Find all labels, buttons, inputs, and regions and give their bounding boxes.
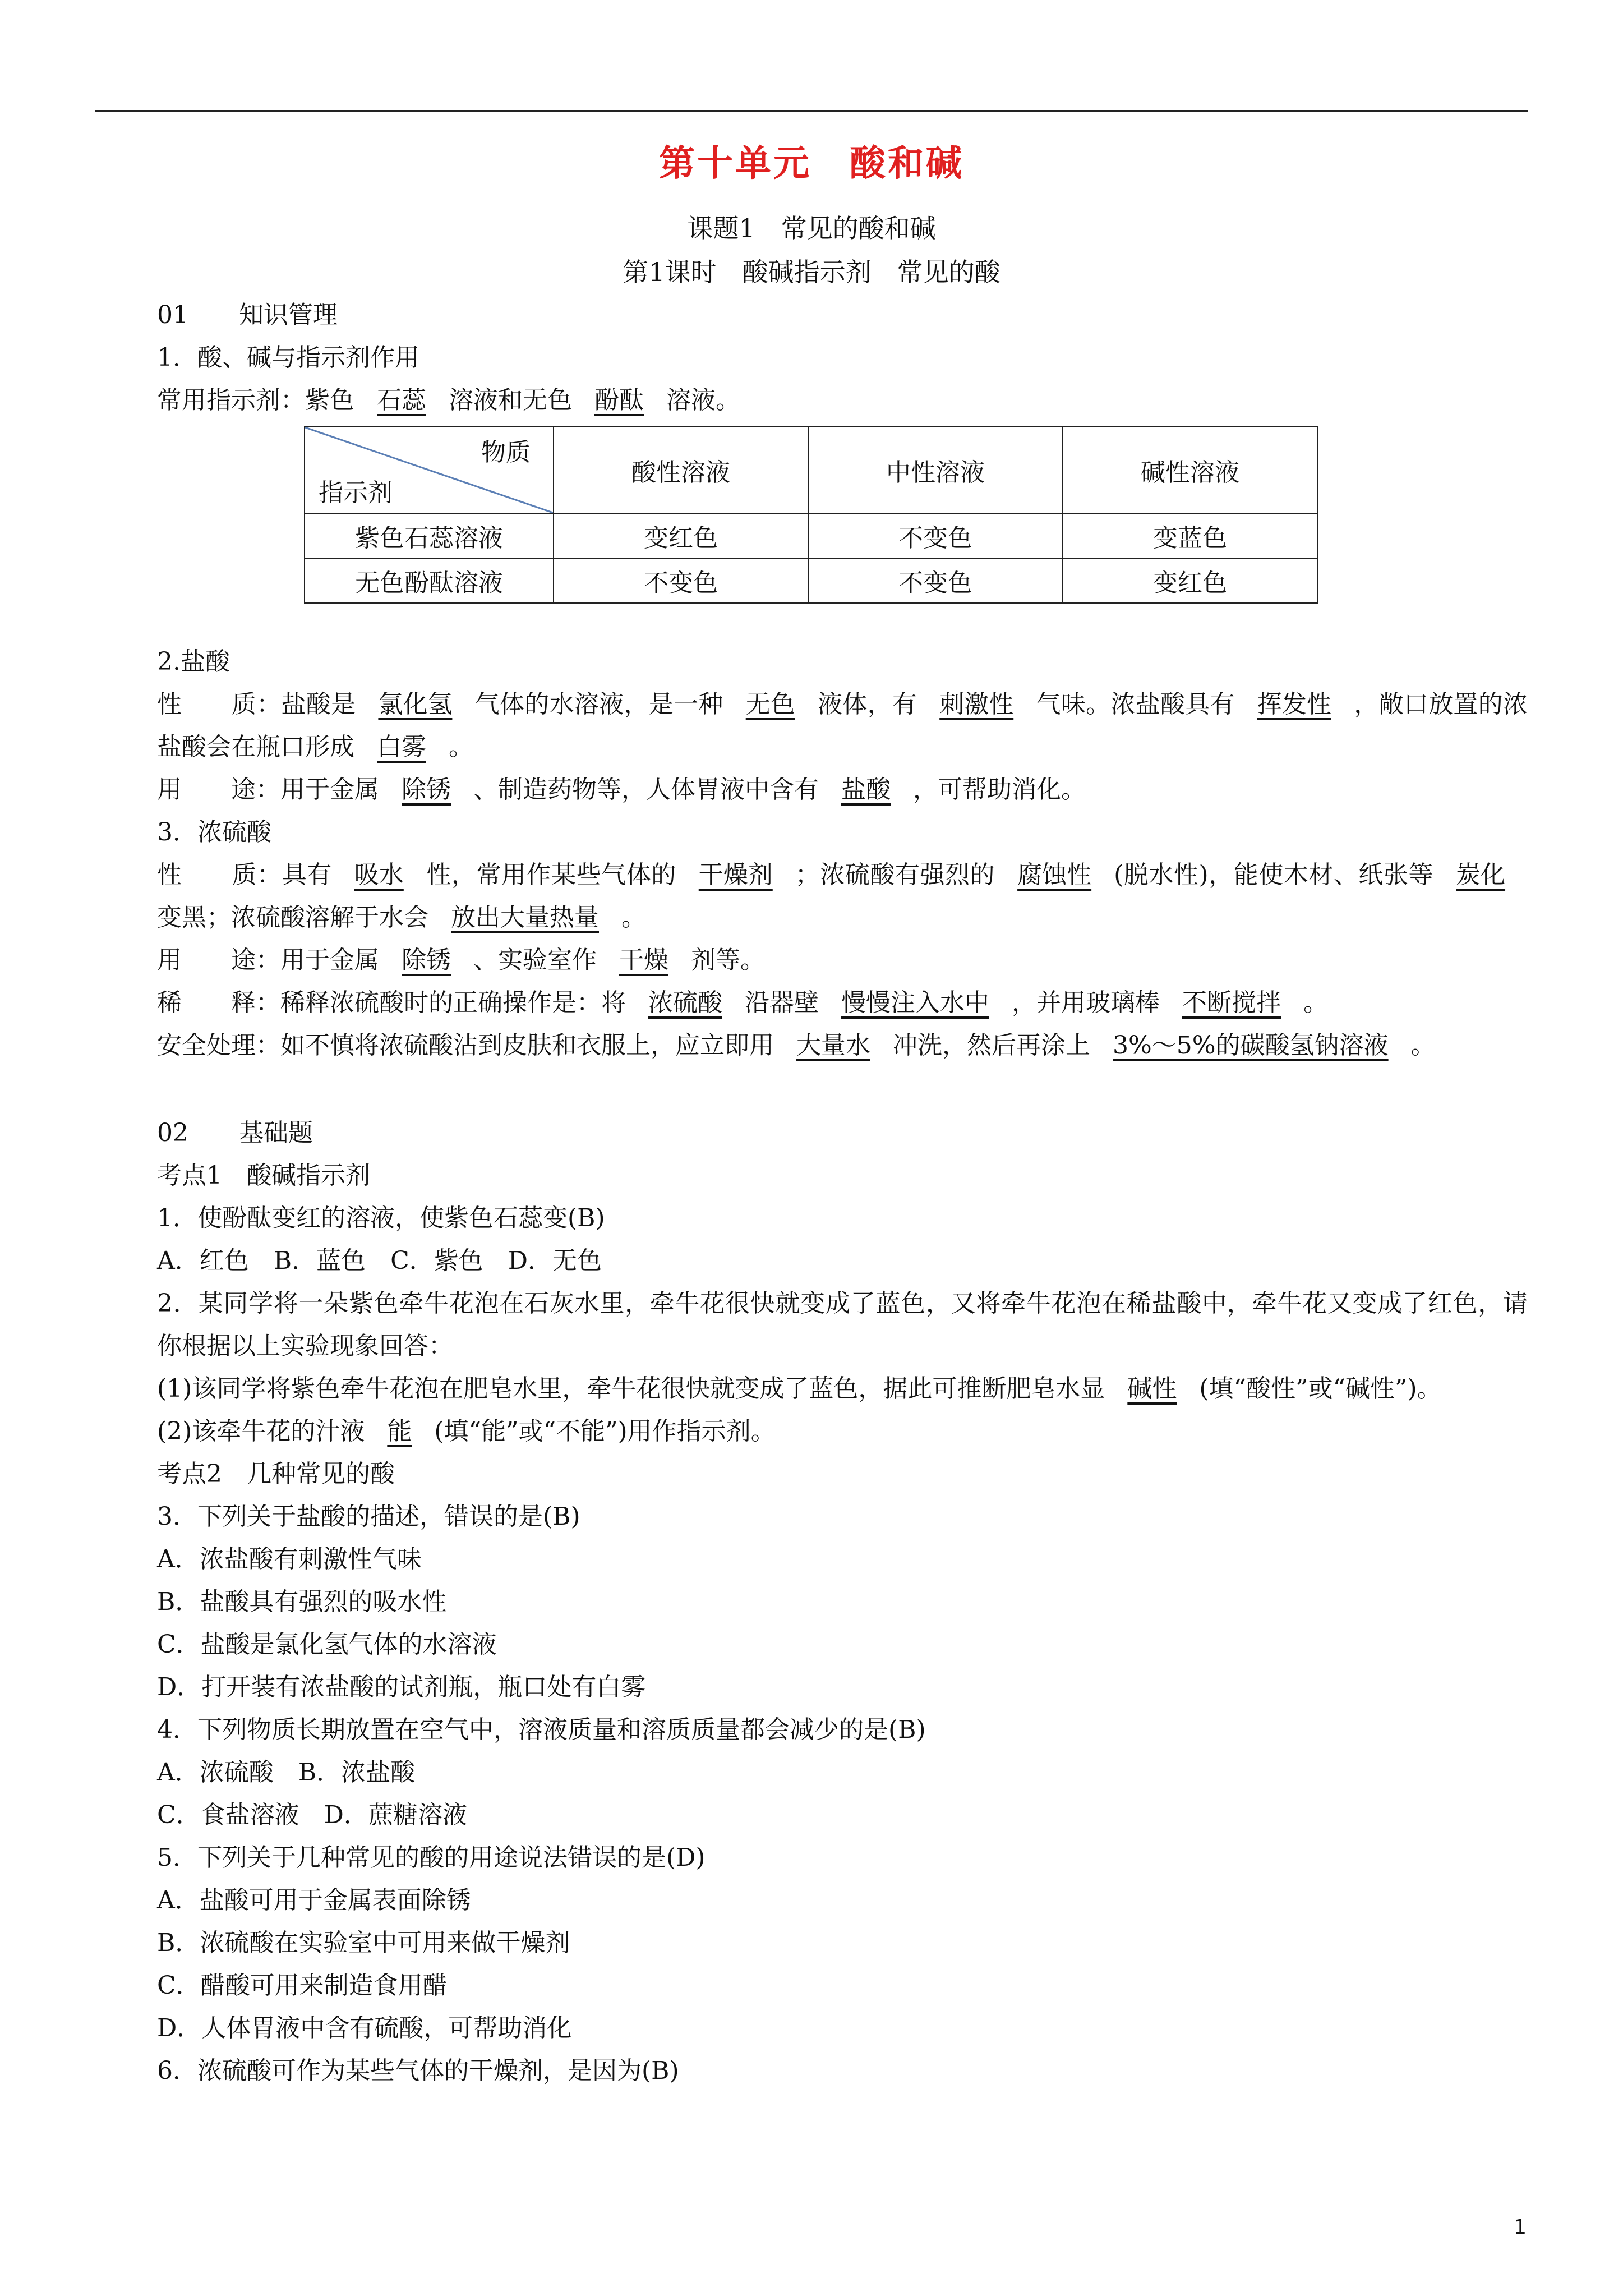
safety-handling: 安全处理：如不慎将浓硫酸沾到皮肤和衣服上，应立即用 大量水 冲洗，然后再涂上 3%～5%的碳酸氢钠溶液 。 bbox=[95, 1024, 1528, 1067]
table-row bbox=[305, 513, 1317, 558]
row-header: 紫色石蕊溶液 bbox=[305, 513, 554, 558]
table-cell: 不变色 bbox=[808, 513, 1063, 558]
hcl-properties: 性 质：盐酸是 氯化氢 气体的水溶液，是一种 无色 液体，有 刺激性 气味。浓盐酸具有 挥发性 ，敞口放置的浓盐酸会在瓶口形成 白雾 。 bbox=[95, 683, 1528, 769]
table-row bbox=[305, 558, 1317, 603]
dilution-procedure: 稀 释：稀释浓硫酸时的正确操作是：将 浓硫酸 沿器壁 慢慢注入水中 ，并用玻璃棒 不断搅拌 。 bbox=[95, 982, 1528, 1024]
blank-answer: 炭化 bbox=[1456, 861, 1506, 889]
blank-answer: 3%～5%的碳酸氢钠溶液 bbox=[1113, 1031, 1389, 1060]
question-3-option: A．浓盐酸有刺激性气味 bbox=[157, 1545, 422, 1573]
column-header: 碱性溶液 bbox=[1063, 427, 1317, 513]
question-5-option: D．人体胃液中含有硫酸，可帮助消化 bbox=[157, 2014, 572, 2042]
blank-answer: 大量水 bbox=[796, 1031, 870, 1060]
page-number: 1 bbox=[1514, 2216, 1527, 2239]
period-title: 第1课时 酸碱指示剂 常见的酸 bbox=[623, 257, 1000, 287]
blank-answer: 吸水 bbox=[354, 861, 404, 889]
question-5-option: C．醋酸可用来制造食用醋 bbox=[157, 1971, 448, 2000]
section-02-heading: 02 基础题 bbox=[157, 1119, 313, 1147]
question-4-option: A．浓硫酸 B．浓盐酸 bbox=[157, 1758, 416, 1787]
question-3-option: C．盐酸是氯化氢气体的水溶液 bbox=[157, 1630, 497, 1659]
table-cell: 变红色 bbox=[554, 513, 808, 558]
blank-answer: 氯化氢 bbox=[378, 690, 453, 719]
blank-answer: 除锈 bbox=[402, 946, 451, 974]
blank-answer: 腐蚀性 bbox=[1017, 861, 1092, 889]
blank-answer: 无色 bbox=[745, 690, 795, 719]
indicator-heading: 1．酸、碱与指示剂作用 bbox=[157, 343, 419, 372]
topic-1-heading: 考点1 酸碱指示剂 bbox=[157, 1161, 370, 1190]
question-6: 6．浓硫酸可作为某些气体的干燥剂，是因为(B) bbox=[157, 2056, 679, 2085]
question-3-option: B．盐酸具有强烈的吸水性 bbox=[157, 1588, 447, 1616]
lesson-title: 课题1 常见的酸和碱 bbox=[687, 213, 936, 243]
h2so4-heading: 3．浓硫酸 bbox=[157, 818, 271, 846]
column-header: 中性溶液 bbox=[808, 427, 1063, 513]
column-header: 酸性溶液 bbox=[554, 427, 808, 513]
blank-answer: 放出大量热量 bbox=[451, 903, 599, 932]
blank-answer: 盐酸 bbox=[841, 775, 891, 804]
table-cell: 不变色 bbox=[554, 558, 808, 603]
table-cell: 变蓝色 bbox=[1063, 513, 1317, 558]
blank-answer: 石蕊 bbox=[377, 386, 426, 415]
question-4-option: C．食盐溶液 D．蔗糖溶液 bbox=[157, 1801, 467, 1829]
indicator-table bbox=[304, 426, 1318, 604]
blank-answer: 不断搅拌 bbox=[1182, 988, 1281, 1017]
blank-answer: 除锈 bbox=[402, 775, 451, 804]
unit-title: 第十单元 酸和碱 bbox=[659, 142, 964, 185]
blank-answer: 慢慢注入水中 bbox=[841, 988, 989, 1017]
table-cell: 变红色 bbox=[1063, 558, 1317, 603]
question-3-option: D．打开装有浓盐酸的试剂瓶，瓶口处有白雾 bbox=[157, 1673, 646, 1701]
question-3: 3．下列关于盐酸的描述，错误的是(B) bbox=[157, 1502, 580, 1531]
topic-2-heading: 考点2 几种常见的酸 bbox=[157, 1460, 395, 1488]
question-5-option: A．盐酸可用于金属表面除锈 bbox=[157, 1886, 471, 1915]
question-5: 5．下列关于几种常见的酸的用途说法错误的是(D) bbox=[157, 1843, 706, 1872]
blank-answer: 干燥 bbox=[619, 946, 668, 974]
h2so4-properties: 性 质：具有 吸水 性，常用作某些气体的 干燥剂 ；浓硫酸有强烈的 腐蚀性 (脱水性)，能使木材、纸张等 炭化变黑；浓硫酸溶解于水会 放出大量热量 。 bbox=[95, 854, 1528, 939]
table-cell: 不变色 bbox=[808, 558, 1063, 603]
h2so4-uses: 用 途：用于金属 除锈 、实验室作 干燥 剂等。 bbox=[95, 939, 1528, 982]
hcl-uses: 用 途：用于金属 除锈 、制造药物等，人体胃液中含有 盐酸 ，可帮助消化。 bbox=[95, 769, 1528, 811]
table-diagonal-header: 物质 指示剂 bbox=[305, 427, 554, 513]
blank-answer: 碱性 bbox=[1127, 1374, 1177, 1403]
blank-answer: 白雾 bbox=[377, 733, 426, 761]
blank-answer: 干燥剂 bbox=[698, 861, 773, 889]
blank-answer: 酚酞 bbox=[594, 386, 644, 415]
blank-answer: 刺激性 bbox=[939, 690, 1014, 719]
question-5-option: B．浓硫酸在实验室中可用来做干燥剂 bbox=[157, 1929, 570, 1957]
question-2: 2．某同学将一朵紫色牵牛花泡在石灰水里，牵牛花很快就变成了蓝色，又将牵牛花泡在稀盐酸中，牵牛花又变成了红色，请你根据以上实验现象回答： bbox=[157, 1289, 1528, 1360]
worksheet-page bbox=[95, 129, 1528, 2092]
blank-answer: 能 bbox=[387, 1417, 412, 1446]
question-1-options: A．红色 B．蓝色 C．紫色 D．无色 bbox=[157, 1246, 602, 1275]
question-1: 1．使酚酞变红的溶液，使紫色石蕊变(B) bbox=[157, 1204, 605, 1232]
common-indicators: 常用指示剂：紫色 石蕊 溶液和无色 酚酞 溶液。 bbox=[95, 379, 1528, 422]
blank-answer: 浓硫酸 bbox=[648, 988, 722, 1017]
question-4: 4．下列物质长期放置在空气中，溶液质量和溶质质量都会减少的是(B) bbox=[157, 1715, 926, 1744]
header-rule bbox=[95, 110, 1528, 112]
blank-answer: 挥发性 bbox=[1257, 690, 1331, 719]
question-2-part-2: (2)该牵牛花的汁液 能 (填“能”或“不能”)用作指示剂。 bbox=[95, 1410, 1528, 1453]
question-2-part-1: (1)该同学将紫色牵牛花泡在肥皂水里，牵牛花很快就变成了蓝色，据此可推断肥皂水显 碱性 (填“酸性”或“碱性”)。 bbox=[95, 1368, 1528, 1410]
hcl-heading: 2.盐酸 bbox=[157, 647, 230, 676]
row-header: 无色酚酞溶液 bbox=[305, 558, 554, 603]
section-01-heading: 01 知识管理 bbox=[157, 301, 338, 329]
